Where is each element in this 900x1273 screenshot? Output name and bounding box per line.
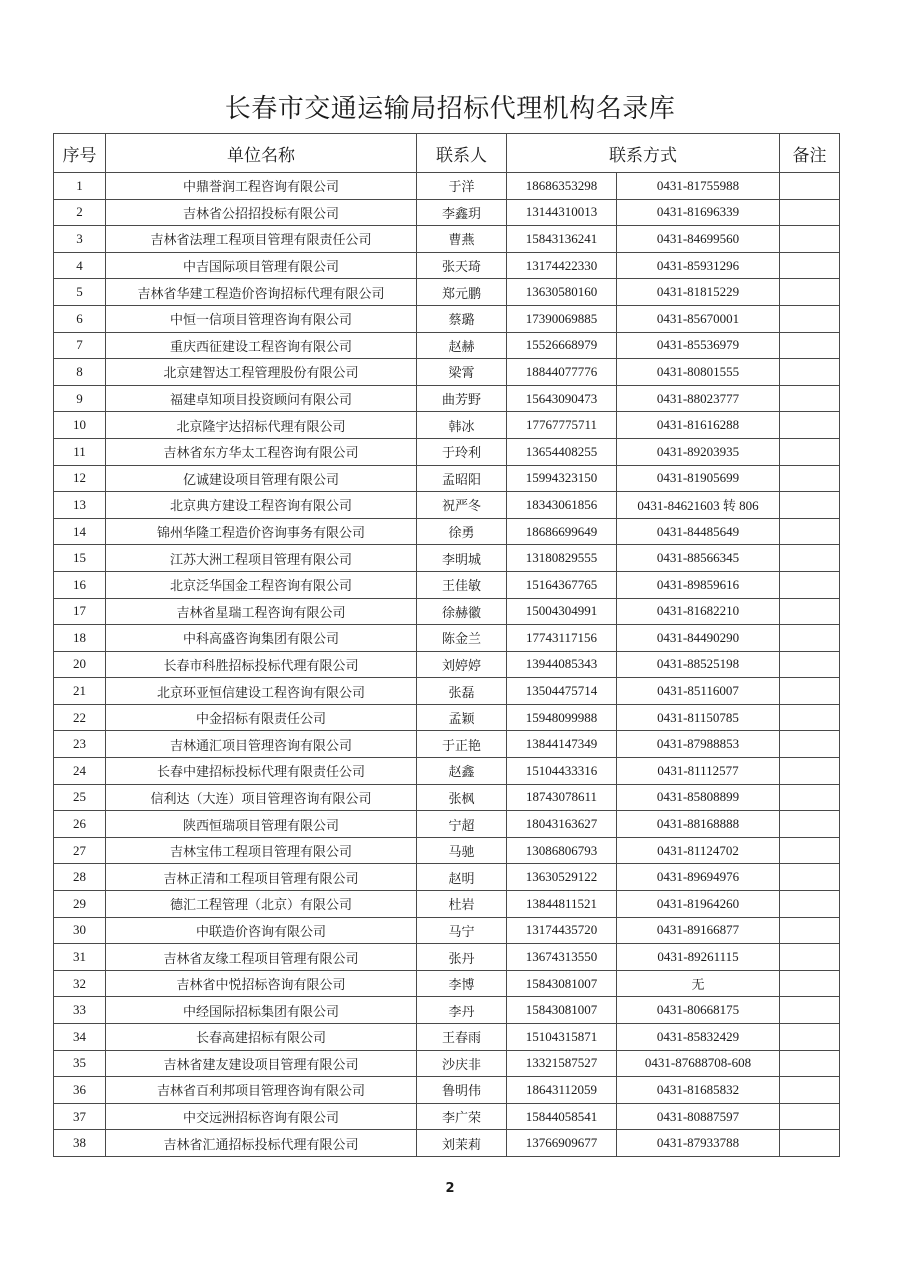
cell-contact-person: 李丹 xyxy=(417,997,507,1024)
table-row xyxy=(54,944,840,971)
table-row xyxy=(54,279,840,306)
cell-remarks xyxy=(780,252,840,279)
table-row xyxy=(54,970,840,997)
cell-remarks xyxy=(780,651,840,678)
cell-unit-name: 中鼎誉润工程咨询有限公司 xyxy=(106,173,417,200)
cell-mobile: 13674313550 xyxy=(507,944,617,971)
table-row xyxy=(54,412,840,439)
table-row xyxy=(54,758,840,785)
cell-contact-person: 于正艳 xyxy=(417,731,507,758)
cell-mobile: 13844811521 xyxy=(507,891,617,918)
cell-unit-name: 长春高建招标有限公司 xyxy=(106,1024,417,1051)
cell-contact-person: 蔡璐 xyxy=(417,305,507,332)
table-row xyxy=(54,784,840,811)
cell-telephone: 无 xyxy=(617,970,780,997)
cell-telephone: 0431-89859616 xyxy=(617,571,780,598)
cell-contact-person: 杜岩 xyxy=(417,891,507,918)
cell-contact-person: 徐赫徽 xyxy=(417,598,507,625)
cell-remarks xyxy=(780,226,840,253)
cell-telephone: 0431-84621603 转 806 xyxy=(617,492,780,519)
cell-remarks xyxy=(780,1050,840,1077)
header-contact-person: 联系人 xyxy=(417,134,507,173)
cell-contact-person: 李广荣 xyxy=(417,1103,507,1130)
cell-index: 8 xyxy=(54,359,106,386)
cell-mobile: 15164367765 xyxy=(507,571,617,598)
cell-contact-person: 刘婷婷 xyxy=(417,651,507,678)
cell-contact-person: 张枫 xyxy=(417,784,507,811)
cell-mobile: 15844058541 xyxy=(507,1103,617,1130)
table-row xyxy=(54,359,840,386)
header-contact-method: 联系方式 xyxy=(507,134,780,173)
cell-mobile: 13766909677 xyxy=(507,1130,617,1157)
cell-contact-person: 赵明 xyxy=(417,864,507,891)
cell-remarks xyxy=(780,970,840,997)
cell-unit-name: 吉林正清和工程项目管理有限公司 xyxy=(106,864,417,891)
cell-index: 4 xyxy=(54,252,106,279)
cell-unit-name: 吉林省百利邦项目管理咨询有限公司 xyxy=(106,1077,417,1104)
cell-mobile: 15843136241 xyxy=(507,226,617,253)
cell-contact-person: 张天琦 xyxy=(417,252,507,279)
cell-index: 16 xyxy=(54,571,106,598)
cell-contact-person: 张磊 xyxy=(417,678,507,705)
cell-unit-name: 中交远洲招标咨询有限公司 xyxy=(106,1103,417,1130)
cell-index: 9 xyxy=(54,385,106,412)
table-row xyxy=(54,545,840,572)
cell-mobile: 17743117156 xyxy=(507,625,617,652)
cell-mobile: 13321587527 xyxy=(507,1050,617,1077)
cell-mobile: 17390069885 xyxy=(507,305,617,332)
cell-unit-name: 北京泛华国金工程咨询有限公司 xyxy=(106,571,417,598)
cell-index: 38 xyxy=(54,1130,106,1157)
cell-contact-person: 王佳敏 xyxy=(417,571,507,598)
cell-unit-name: 吉林省汇通招标投标代理有限公司 xyxy=(106,1130,417,1157)
table-row xyxy=(54,678,840,705)
cell-index: 23 xyxy=(54,731,106,758)
cell-mobile: 15526668979 xyxy=(507,332,617,359)
cell-unit-name: 吉林省建友建设项目管理有限公司 xyxy=(106,1050,417,1077)
table-row xyxy=(54,891,840,918)
cell-index: 18 xyxy=(54,625,106,652)
cell-contact-person: 李明城 xyxy=(417,545,507,572)
cell-index: 12 xyxy=(54,465,106,492)
cell-unit-name: 长春中建招标投标代理有限责任公司 xyxy=(106,758,417,785)
cell-index: 11 xyxy=(54,438,106,465)
cell-index: 32 xyxy=(54,970,106,997)
cell-contact-person: 梁霄 xyxy=(417,359,507,386)
cell-index: 31 xyxy=(54,944,106,971)
cell-unit-name: 吉林省星瑞工程咨询有限公司 xyxy=(106,598,417,625)
cell-index: 28 xyxy=(54,864,106,891)
cell-telephone: 0431-85670001 xyxy=(617,305,780,332)
table-row xyxy=(54,1024,840,1051)
cell-index: 1 xyxy=(54,173,106,200)
cell-mobile: 18043163627 xyxy=(507,811,617,838)
cell-mobile: 13174435720 xyxy=(507,917,617,944)
cell-contact-person: 于洋 xyxy=(417,173,507,200)
cell-telephone: 0431-85832429 xyxy=(617,1024,780,1051)
cell-telephone: 0431-85116007 xyxy=(617,678,780,705)
cell-index: 22 xyxy=(54,704,106,731)
cell-unit-name: 重庆西征建设工程咨询有限公司 xyxy=(106,332,417,359)
cell-remarks xyxy=(780,1024,840,1051)
cell-remarks xyxy=(780,704,840,731)
cell-index: 2 xyxy=(54,199,106,226)
cell-remarks xyxy=(780,332,840,359)
cell-index: 10 xyxy=(54,412,106,439)
cell-contact-person: 祝严冬 xyxy=(417,492,507,519)
table-header-row xyxy=(54,134,840,173)
cell-index: 34 xyxy=(54,1024,106,1051)
table-row xyxy=(54,305,840,332)
table-row xyxy=(54,438,840,465)
cell-remarks xyxy=(780,545,840,572)
table-row xyxy=(54,1077,840,1104)
cell-unit-name: 吉林省华建工程造价咨询招标代理有限公司 xyxy=(106,279,417,306)
table-row xyxy=(54,173,840,200)
cell-index: 30 xyxy=(54,917,106,944)
cell-telephone: 0431-89261115 xyxy=(617,944,780,971)
table-row xyxy=(54,252,840,279)
cell-contact-person: 宁超 xyxy=(417,811,507,838)
cell-telephone: 0431-89694976 xyxy=(617,864,780,891)
cell-index: 35 xyxy=(54,1050,106,1077)
header-index: 序号 xyxy=(54,134,106,173)
table-row xyxy=(54,385,840,412)
cell-unit-name: 福建卓知项目投资顾问有限公司 xyxy=(106,385,417,412)
cell-telephone: 0431-80668175 xyxy=(617,997,780,1024)
cell-contact-person: 徐勇 xyxy=(417,518,507,545)
cell-index: 27 xyxy=(54,837,106,864)
cell-mobile: 18643112059 xyxy=(507,1077,617,1104)
cell-remarks xyxy=(780,412,840,439)
cell-telephone: 0431-81815229 xyxy=(617,279,780,306)
cell-remarks xyxy=(780,359,840,386)
cell-mobile: 13504475714 xyxy=(507,678,617,705)
cell-mobile: 13630529122 xyxy=(507,864,617,891)
cell-remarks xyxy=(780,518,840,545)
cell-unit-name: 中金招标有限责任公司 xyxy=(106,704,417,731)
cell-remarks xyxy=(780,1130,840,1157)
cell-unit-name: 北京环亚恒信建设工程咨询有限公司 xyxy=(106,678,417,705)
cell-mobile: 13144310013 xyxy=(507,199,617,226)
cell-unit-name: 吉林宝伟工程项目管理有限公司 xyxy=(106,837,417,864)
cell-telephone: 0431-87688708-608 xyxy=(617,1050,780,1077)
cell-index: 24 xyxy=(54,758,106,785)
cell-unit-name: 长春市科胜招标投标代理有限公司 xyxy=(106,651,417,678)
cell-unit-name: 北京建智达工程管理股份有限公司 xyxy=(106,359,417,386)
cell-unit-name: 中科高盛咨询集团有限公司 xyxy=(106,625,417,652)
cell-unit-name: 中恒一信项目管理咨询有限公司 xyxy=(106,305,417,332)
cell-telephone: 0431-85808899 xyxy=(617,784,780,811)
cell-contact-person: 曹燕 xyxy=(417,226,507,253)
cell-mobile: 13180829555 xyxy=(507,545,617,572)
cell-index: 21 xyxy=(54,678,106,705)
cell-contact-person: 郑元鹏 xyxy=(417,279,507,306)
cell-contact-person: 曲芳野 xyxy=(417,385,507,412)
cell-remarks xyxy=(780,678,840,705)
cell-contact-person: 沙庆非 xyxy=(417,1050,507,1077)
cell-unit-name: 信利达（大连）项目管理咨询有限公司 xyxy=(106,784,417,811)
cell-telephone: 0431-81124702 xyxy=(617,837,780,864)
cell-telephone: 0431-88023777 xyxy=(617,385,780,412)
cell-mobile: 15643090473 xyxy=(507,385,617,412)
cell-mobile: 13944085343 xyxy=(507,651,617,678)
cell-mobile: 15004304991 xyxy=(507,598,617,625)
table-row xyxy=(54,492,840,519)
cell-mobile: 13654408255 xyxy=(507,438,617,465)
cell-mobile: 13174422330 xyxy=(507,252,617,279)
cell-unit-name: 中吉国际项目管理有限公司 xyxy=(106,252,417,279)
cell-telephone: 0431-81696339 xyxy=(617,199,780,226)
cell-mobile: 13086806793 xyxy=(507,837,617,864)
cell-contact-person: 刘茉莉 xyxy=(417,1130,507,1157)
cell-index: 29 xyxy=(54,891,106,918)
cell-index: 7 xyxy=(54,332,106,359)
cell-unit-name: 吉林省友缘工程项目管理有限公司 xyxy=(106,944,417,971)
cell-unit-name: 吉林省东方华太工程咨询有限公司 xyxy=(106,438,417,465)
cell-unit-name: 陕西恒瑞项目管理有限公司 xyxy=(106,811,417,838)
cell-telephone: 0431-88168888 xyxy=(617,811,780,838)
cell-unit-name: 北京隆宇达招标代理有限公司 xyxy=(106,412,417,439)
table-row xyxy=(54,704,840,731)
cell-unit-name: 吉林省法理工程项目管理有限责任公司 xyxy=(106,226,417,253)
cell-telephone: 0431-88566345 xyxy=(617,545,780,572)
cell-remarks xyxy=(780,784,840,811)
header-unit-name: 单位名称 xyxy=(106,134,417,173)
cell-remarks xyxy=(780,837,840,864)
cell-remarks xyxy=(780,811,840,838)
cell-mobile: 18343061856 xyxy=(507,492,617,519)
cell-mobile: 15843081007 xyxy=(507,997,617,1024)
cell-telephone: 0431-81150785 xyxy=(617,704,780,731)
cell-telephone: 0431-81905699 xyxy=(617,465,780,492)
table-row xyxy=(54,1103,840,1130)
cell-telephone: 0431-81964260 xyxy=(617,891,780,918)
cell-unit-name: 江苏大洲工程项目管理有限公司 xyxy=(106,545,417,572)
cell-remarks xyxy=(780,997,840,1024)
cell-telephone: 0431-87988853 xyxy=(617,731,780,758)
cell-telephone: 0431-81616288 xyxy=(617,412,780,439)
cell-contact-person: 韩冰 xyxy=(417,412,507,439)
table-row xyxy=(54,997,840,1024)
cell-unit-name: 亿诚建设项目管理有限公司 xyxy=(106,465,417,492)
cell-index: 20 xyxy=(54,651,106,678)
cell-telephone: 0431-80801555 xyxy=(617,359,780,386)
cell-contact-person: 于玲利 xyxy=(417,438,507,465)
table-row xyxy=(54,332,840,359)
table-row xyxy=(54,1130,840,1157)
header-remarks: 备注 xyxy=(780,134,840,173)
cell-index: 15 xyxy=(54,545,106,572)
table-row xyxy=(54,465,840,492)
cell-index: 13 xyxy=(54,492,106,519)
cell-index: 25 xyxy=(54,784,106,811)
cell-contact-person: 王春雨 xyxy=(417,1024,507,1051)
cell-telephone: 0431-81112577 xyxy=(617,758,780,785)
table-body xyxy=(54,173,840,1157)
table-row xyxy=(54,199,840,226)
cell-remarks xyxy=(780,891,840,918)
cell-telephone: 0431-89166877 xyxy=(617,917,780,944)
cell-index: 33 xyxy=(54,997,106,1024)
cell-contact-person: 李鑫玥 xyxy=(417,199,507,226)
cell-remarks xyxy=(780,492,840,519)
cell-telephone: 0431-84485649 xyxy=(617,518,780,545)
cell-remarks xyxy=(780,731,840,758)
cell-unit-name: 锦州华隆工程造价咨询事务有限公司 xyxy=(106,518,417,545)
cell-remarks xyxy=(780,598,840,625)
cell-index: 14 xyxy=(54,518,106,545)
cell-remarks xyxy=(780,1077,840,1104)
cell-remarks xyxy=(780,385,840,412)
cell-unit-name: 德汇工程管理（北京）有限公司 xyxy=(106,891,417,918)
cell-index: 5 xyxy=(54,279,106,306)
cell-mobile: 15843081007 xyxy=(507,970,617,997)
cell-contact-person: 赵鑫 xyxy=(417,758,507,785)
cell-contact-person: 鲁明伟 xyxy=(417,1077,507,1104)
table-row xyxy=(54,917,840,944)
cell-unit-name: 中联造价咨询有限公司 xyxy=(106,917,417,944)
cell-remarks xyxy=(780,944,840,971)
cell-unit-name: 吉林通汇项目管理咨询有限公司 xyxy=(106,731,417,758)
cell-index: 3 xyxy=(54,226,106,253)
cell-mobile: 18686699649 xyxy=(507,518,617,545)
cell-mobile: 18844077776 xyxy=(507,359,617,386)
cell-remarks xyxy=(780,465,840,492)
table-row xyxy=(54,864,840,891)
cell-mobile: 15994323150 xyxy=(507,465,617,492)
cell-telephone: 0431-81685832 xyxy=(617,1077,780,1104)
cell-contact-person: 孟昭阳 xyxy=(417,465,507,492)
cell-unit-name: 中经国际招标集团有限公司 xyxy=(106,997,417,1024)
cell-mobile: 13630580160 xyxy=(507,279,617,306)
cell-telephone: 0431-85931296 xyxy=(617,252,780,279)
cell-remarks xyxy=(780,279,840,306)
page-number: 2 xyxy=(445,1181,455,1196)
cell-mobile: 15948099988 xyxy=(507,704,617,731)
cell-mobile: 18743078611 xyxy=(507,784,617,811)
cell-remarks xyxy=(780,438,840,465)
cell-index: 6 xyxy=(54,305,106,332)
cell-mobile: 15104315871 xyxy=(507,1024,617,1051)
cell-remarks xyxy=(780,1103,840,1130)
cell-telephone: 0431-88525198 xyxy=(617,651,780,678)
cell-remarks xyxy=(780,571,840,598)
cell-mobile: 15104433316 xyxy=(507,758,617,785)
cell-unit-name: 吉林省公招招投标有限公司 xyxy=(106,199,417,226)
cell-telephone: 0431-81682210 xyxy=(617,598,780,625)
table-row xyxy=(54,226,840,253)
cell-contact-person: 李博 xyxy=(417,970,507,997)
cell-remarks xyxy=(780,199,840,226)
cell-remarks xyxy=(780,917,840,944)
cell-remarks xyxy=(780,864,840,891)
table-row xyxy=(54,731,840,758)
cell-mobile: 13844147349 xyxy=(507,731,617,758)
table-row xyxy=(54,837,840,864)
table-row xyxy=(54,571,840,598)
cell-telephone: 0431-85536979 xyxy=(617,332,780,359)
cell-unit-name: 北京典方建设工程咨询有限公司 xyxy=(106,492,417,519)
table-row xyxy=(54,598,840,625)
cell-telephone: 0431-84490290 xyxy=(617,625,780,652)
table-row xyxy=(54,1050,840,1077)
cell-contact-person: 张丹 xyxy=(417,944,507,971)
cell-contact-person: 马驰 xyxy=(417,837,507,864)
cell-mobile: 17767775711 xyxy=(507,412,617,439)
cell-index: 36 xyxy=(54,1077,106,1104)
document-title: 长春市交通运输局招标代理机构名录库 xyxy=(224,94,676,124)
cell-mobile: 18686353298 xyxy=(507,173,617,200)
cell-unit-name: 吉林省中悦招标咨询有限公司 xyxy=(106,970,417,997)
cell-telephone: 0431-80887597 xyxy=(617,1103,780,1130)
cell-index: 26 xyxy=(54,811,106,838)
table-row xyxy=(54,518,840,545)
table-row xyxy=(54,651,840,678)
cell-remarks xyxy=(780,173,840,200)
cell-contact-person: 马宁 xyxy=(417,917,507,944)
cell-index: 37 xyxy=(54,1103,106,1130)
cell-contact-person: 孟颖 xyxy=(417,704,507,731)
cell-telephone: 0431-81755988 xyxy=(617,173,780,200)
cell-index: 17 xyxy=(54,598,106,625)
cell-telephone: 0431-84699560 xyxy=(617,226,780,253)
cell-contact-person: 赵赫 xyxy=(417,332,507,359)
table-row xyxy=(54,625,840,652)
cell-telephone: 0431-87933788 xyxy=(617,1130,780,1157)
agency-roster-table xyxy=(53,133,840,1157)
cell-telephone: 0431-89203935 xyxy=(617,438,780,465)
cell-contact-person: 陈金兰 xyxy=(417,625,507,652)
cell-remarks xyxy=(780,625,840,652)
table-row xyxy=(54,811,840,838)
cell-remarks xyxy=(780,758,840,785)
cell-remarks xyxy=(780,305,840,332)
